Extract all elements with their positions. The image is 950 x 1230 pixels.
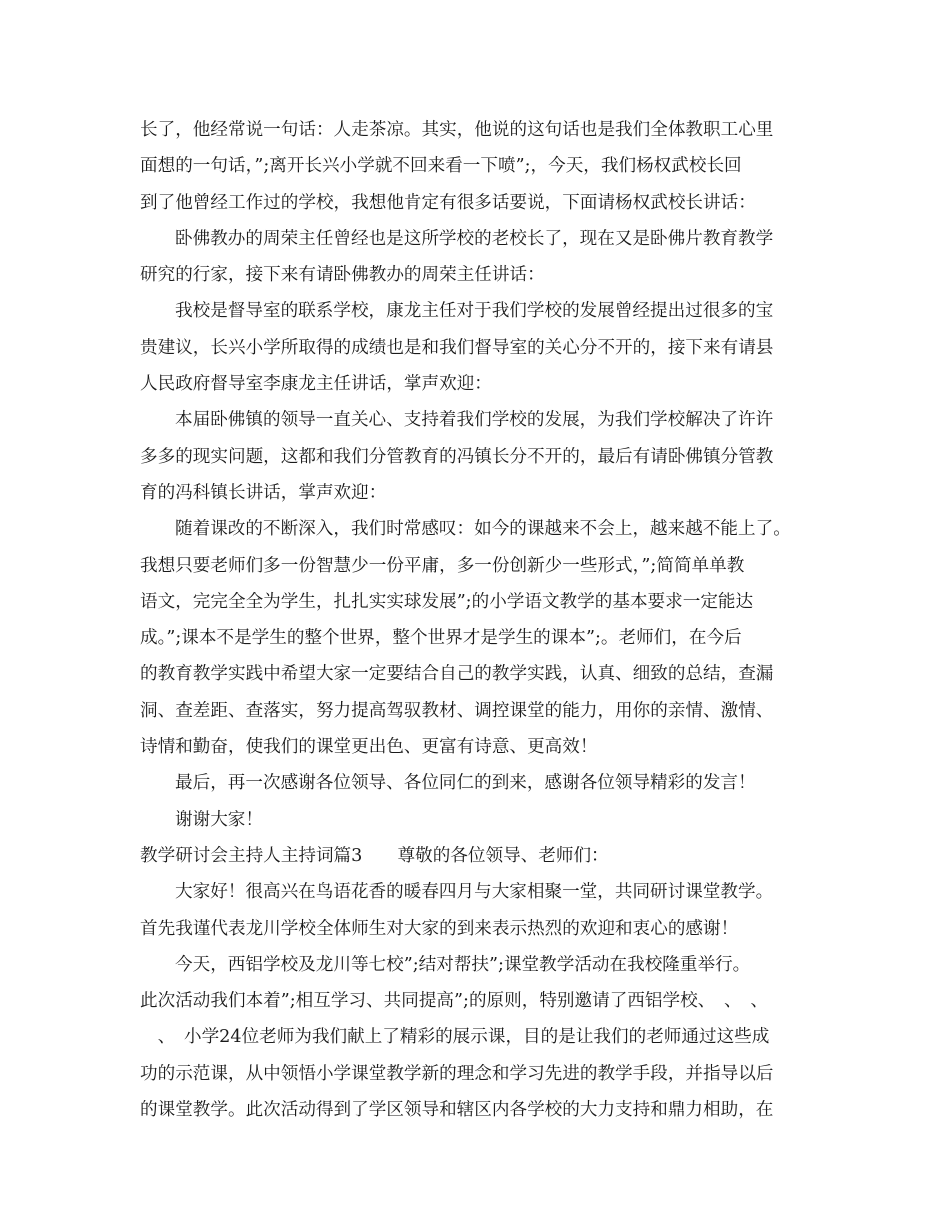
text-line: 面想的一句话，”;离开长兴小学就不回来看一下喷”;，今天，我们杨权武校长回 [140, 156, 742, 177]
text-line: 我想只要老师们多一份智慧少一份平庸，多一份创新少一些形式，”;简简单单教 [140, 555, 745, 576]
document-body [140, 112, 830, 1128]
text-line: 随着课改的不断深入，我们时常感叹：如今的课越来不会上，越来越不能上了。 [175, 519, 791, 540]
text-line: 今天，西铝学校及龙川等七校”;结对帮扶”;课堂教学活动在我校隆重举行。 [175, 954, 751, 975]
text-line: 人民政府督导室李康龙主任讲话，掌声欢迎： [140, 374, 492, 395]
text-line: 的课堂教学。此次活动得到了学区领导和辖区内各学校的大力支持和鼎力相助，在 [140, 1100, 774, 1121]
text-line: 语文，完完全全为学生，扎扎实实球发展”;的小学语文教学的基本要求一定能达 [140, 591, 754, 612]
text-line: 此次活动我们本着”;相互学习、共同提高”;的原则，特别邀请了西铝学校、 、 、 [140, 991, 769, 1012]
text-line: 到了他曾经工作过的学校，我想他肯定有很多话要说，下面请杨权武校长讲话： [140, 192, 756, 213]
text-line: 卧佛教办的周荣主任曾经也是这所学校的老校长了，现在又是卧佛片教育教学 [175, 228, 774, 249]
text-line: 最后，再一次感谢各位领导、各位同仁的到来，感谢各位领导精彩的发言！ [175, 773, 756, 794]
text-line: 诗情和勤奋，使我们的课堂更出色、更富有诗意、更高效！ [140, 737, 598, 758]
text-line: 大家好！很高兴在鸟语花香的暖春四月与大家相聚一堂，共同研讨课堂教学。 [175, 882, 774, 903]
text-line: 功的示范课，从中领悟小学课堂教学新的理念和学习先进的教学手段，并指导以后 [140, 1063, 774, 1084]
text-line: 洞、查差距、查落实，努力提高驾驭教材、调控课堂的能力，用你的亲情、激情、 [140, 700, 774, 721]
text-line: 本届卧佛镇的领导一直关心、支持着我们学校的发展，为我们学校解决了许许 [175, 410, 774, 431]
text-line: 成。”;课本不是学生的整个世界，整个世界才是学生的课本”;。老师们，在今后 [140, 628, 742, 649]
text-line: 多多的现实问题，这都和我们分管教育的冯镇长分不开的，最后有请卧佛镇分管教 [140, 446, 774, 467]
text-line: 首先我谨代表龙川学校全体师生对大家的到来表示热烈的欢迎和衷心的感谢！ [140, 918, 739, 939]
text-line: 的教育教学实践中希望大家一定要结合自己的教学实践，认真、细致的总结，查漏 [140, 664, 774, 685]
section-heading: 教学研讨会主持人主持词篇3 尊敬的各位领导、老师们： [140, 845, 609, 866]
text-line: 、 小学24位老师为我们献上了精彩的展示课，目的是让我们的老师通过这些成 [140, 1027, 770, 1048]
text-line: 育的冯科镇长讲话，掌声欢迎： [140, 482, 387, 503]
text-line: 贵建议，长兴小学所取得的成绩也是和我们督导室的关心分不开的，接下来有请县 [140, 337, 774, 358]
text-line: 谢谢大家！ [175, 809, 263, 830]
text-line: 研究的行家，接下来有请卧佛教办的周荣主任讲话： [140, 265, 545, 286]
text-line: 长了，他经常说一句话：人走茶凉。其实，他说的这句话也是我们全体教职工心里 [140, 120, 774, 140]
text-line: 我校是督导室的联系学校，康龙主任对于我们学校的发展曾经提出过很多的宝 [175, 301, 774, 322]
